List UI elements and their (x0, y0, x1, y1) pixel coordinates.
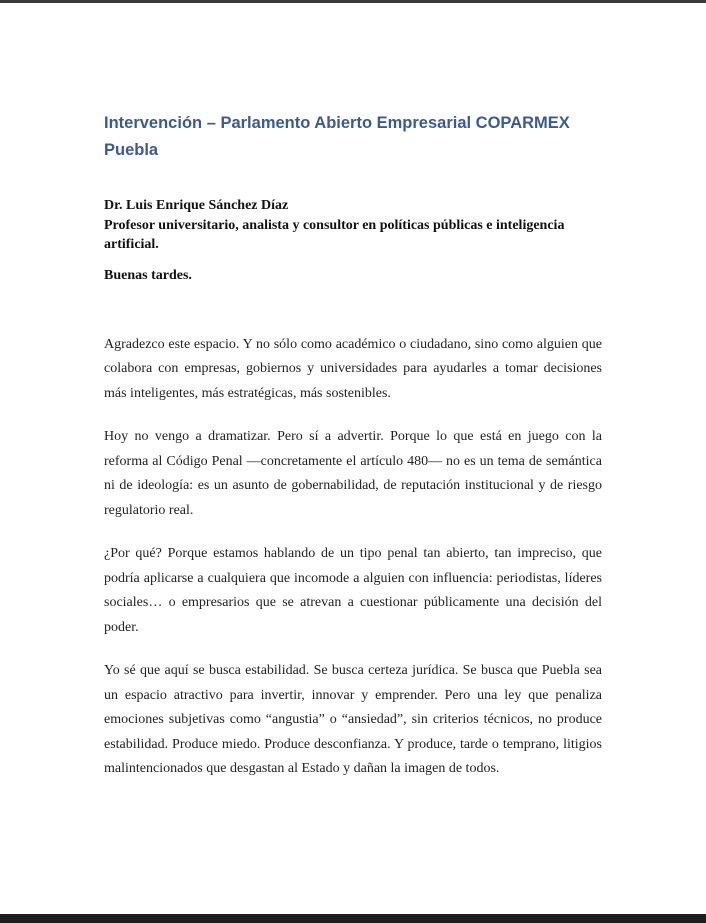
paragraph: Yo sé que aquí se busca estabilidad. Se busca certeza jurídica. Se busca que Puebla sea un espacio atractivo para invertir, innovar y emprender. Pero una ley que penaliza emociones subjetivas como “angustia” o “ansiedad”, sin criterios técnicos, no produce estabilidad. Produce miedo. Produce desconfianza. Y produce, tarde o temprano, litigios malintencionados que desgastan al Estado y dañan la imagen de todos. (104, 663, 602, 776)
page-top-edge (0, 0, 706, 3)
greeting: Buenas tardes. (104, 267, 192, 283)
paragraph: Hoy no vengo a dramatizar. Pero sí a advertir. Porque lo que está en juego con la reforma al Código Penal —concretamente el artículo 480— no es un tema de semántica ni de ideología: es un asunto de gobernabilidad, de reputación institucional y de riesgo regulatorio real. (104, 429, 602, 518)
author-name: Dr. Luis Enrique Sánchez Díaz (104, 198, 289, 213)
paragraph: ¿Por qué? Porque estamos hablando de un tipo penal tan abierto, tan impreciso, que podría aplicarse a cualquiera que incomode a alguien con influencia: periodistas, líderes sociales… o empresarios que se atrevan a cuestionar públicamente una decisión del poder. (104, 546, 602, 635)
page-bottom-edge (0, 914, 706, 923)
paragraph: Agradezco este espacio. Y no sólo como académico o ciudadano, sino como alguien que colabora con empresas, gobiernos y universidades para ayudarles a tomar decisiones más inteligentes, más estratégicas, más sostenibles. (104, 336, 602, 401)
document-page (104, 110, 602, 801)
author-role: Profesor universitario, analista y consultor en políticas públicas e inteligencia artificial. (104, 217, 565, 252)
document-title: Intervención – Parlamento Abierto Empresarial COPARMEX Puebla (104, 114, 570, 159)
author-block (104, 196, 602, 255)
body-text (104, 333, 602, 782)
